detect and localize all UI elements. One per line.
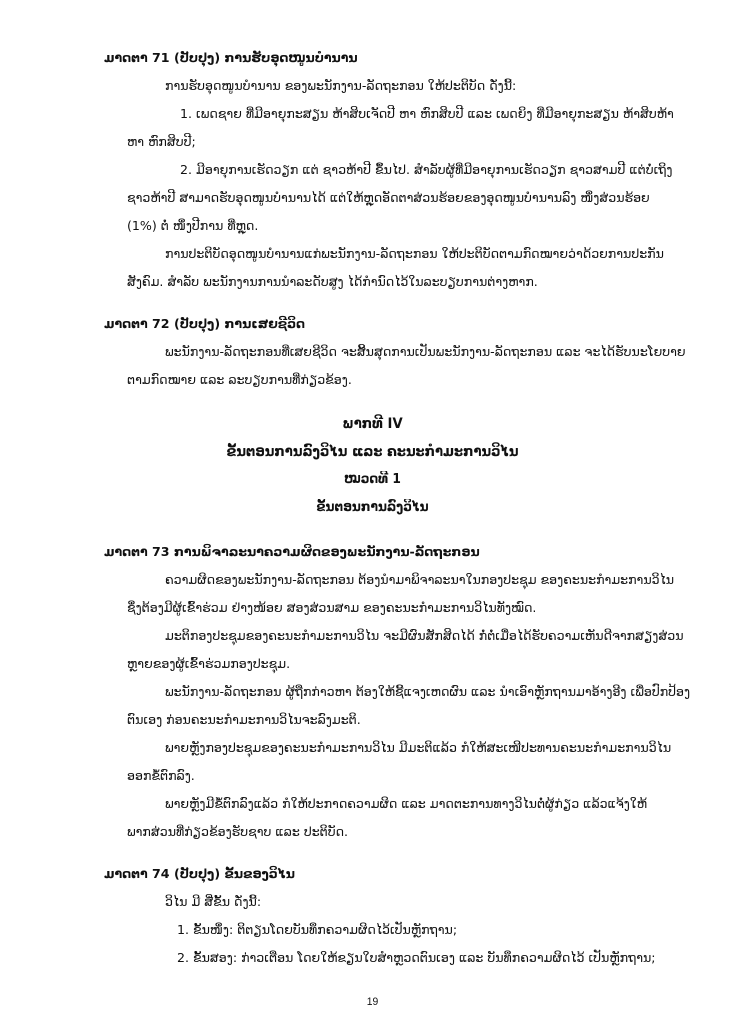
article-73-p1-line-1: ຄວາມຜິດຂອງພະນັກງານ-ລັດຖະກອນ ຕ້ອງນຳມາພິຈາລະນາໃນກອງປະຊຸມ ຂອງຄະນະກຳມະການວິໄນ: [165, 572, 675, 587]
article-74-item-2: 2. ຂັ້ນສອງ: ກ່າວເຕືອນ ໂດຍໃຫ້ຂຽນໃບສຳຫຼວດຕົນເອງ ແລະ ບັນທຶກຄວາມຜິດໄວ້ ເປັນຫຼັກຖານ;: [177, 950, 656, 965]
article-73-p2-line-1: ມະຕິກອງປະຊຸມຂອງຄະນະກຳມະການວິໄນ ຈະມີຜົນສັກສິດໄດ້ ກໍ່ຕໍ່ເມື່ອໄດ້ຮັບຄວາມເຫັນດີຈາກສຽງສ່ວນ: [165, 628, 684, 643]
article-73-heading: ມາດຕາ 73 ການພິຈາລະນາຄວາມຜິດຂອງພະນັກງານ-ລັດຖະກອນ: [104, 544, 480, 559]
article-73-p3-line-1: ພະນັກງານ-ລັດຖະກອນ ຜູ້ຖືກກ່າວຫາ ຕ້ອງໃຫ້ຊີ້ແຈງເຫດຜົນ ແລະ ນຳເອົາຫຼັກຖານມາອ້າງອີງ ເພື່ອປົກປ້ອງ: [165, 684, 691, 699]
article-73-p3-line-2: ຕົນເອງ ກ່ອນຄະນະກຳມະການວິໄນຈະລົງມະຕິ.: [127, 712, 361, 727]
article-71-intro: ການຮັບອຸດໜູນບຳນານ ຂອງພະນັກງານ-ລັດຖະກອນ ໃຫ້ປະຕິບັດ ດັ່ງນີ້:: [165, 78, 517, 93]
article-74-intro: ວິໄນ ມີ ສີ່ຂັ້ນ ດັ່ງນີ້:: [165, 894, 262, 909]
article-73-p4-line-2: ອອກຂໍ້ຕົກລົງ.: [127, 768, 195, 783]
article-71-item-1-line-2: ຫາ ຫົກສິບປີ;: [127, 134, 196, 149]
article-71-item-2-line-3: (1%) ຕໍ່ ໜຶ່ງປີການ ທີ່ຫຼຸດ.: [127, 218, 259, 233]
article-73-p4-line-1: ພາຍຫຼັງກອງປະຊຸມຂອງຄະນະກຳມະການວິໄນ ມີມະຕິແລ້ວ ກໍໃຫ້ສະເໜີປະທານຄະນະກຳມະການວິໄນ: [165, 740, 672, 755]
article-74-heading: ມາດຕາ 74 (ປັບປຸງ) ຂັ້ນຂອງວິໄນ: [104, 866, 295, 881]
article-72-line-1: ພະນັກງານ-ລັດຖະກອນທີ່ເສຍຊີວິດ ຈະສິ້ນສຸດການເປັນພະນັກງານ-ລັດຖະກອນ ແລະ ຈະໄດ້ຮັບນະໂຍບາຍ: [165, 344, 686, 359]
article-71-item-2-line-1: 2. ມີອາຍຸການເຮັດວຽກ ແຕ່ ຊາວຫ້າປີ ຂຶ້ນໄປ. ສຳລັບຜູ້ທີ່ມີອາຍຸການເຮັດວຽກ ຊາວສາມປີ ແຕ່ບໍ່ເຖິງ: [180, 162, 673, 177]
part-subtitle: ຂັ້ນຕອນການລົງວິໄນ ແລະ ຄະນະກຳມະການວິໄນ: [226, 444, 519, 460]
article-71-heading: ມາດຕາ 71 (ປັບປຸງ) ການຮັບອຸດໜູນບຳນານ: [104, 50, 358, 65]
article-73-p5-line-1: ພາຍຫຼັງມີຂໍ້ຕົກລົງແລ້ວ ກໍໃຫ້ປະກາດຄວາມຜິດ ແລະ ມາດຕະການທາງວິໄນຕໍ່ຜູ້ກ່ຽວ ແລ້ວແຈ້ງໃຫ້: [165, 796, 648, 811]
chapter-subtitle: ຂັ້ນຕອນການລົງວິໄນ: [316, 500, 429, 515]
article-74-item-1: 1. ຂັ້ນໜຶ່ງ: ຕິຕຽນໂດຍບັນທຶກຄວາມຜິດໄວ້ເປັນຫຼັກຖານ;: [177, 922, 458, 937]
article-72-heading: ມາດຕາ 72 (ປັບປຸງ) ການເສຍຊີວິດ: [104, 316, 306, 331]
article-72-line-2: ຕາມກົດໝາຍ ແລະ ລະບຽບການທີ່ກ່ຽວຂ້ອງ.: [127, 372, 352, 387]
article-73-p1-line-2: ຊຶ່ງຕ້ອງມີຜູ້ເຂົ້າຮ່ວມ ຢ່າງໜ້ອຍ ສອງສ່ວນສາມ ຂອງຄະນະກຳມະການວິໄນທັງໝົດ.: [127, 600, 537, 615]
article-73-p2-line-2: ຫຼາຍຂອງຜູ້ເຂົ້າຮ່ວມກອງປະຊຸມ.: [127, 656, 291, 671]
article-73-p5-line-2: ພາກສ່ວນທີ່ກ່ຽວຂ້ອງຮັບຊາບ ແລະ ປະຕິບັດ.: [127, 824, 349, 839]
article-71-paragraph-line-1: ການປະຕິບັດອຸດໜູນບຳນານແກ່ພະນັກງານ-ລັດຖະກອນ ໃຫ້ປະຕິບັດຕາມກົດໝາຍວ່າດ້ວຍການປະກັນ: [165, 246, 664, 261]
chapter-title: ໝວດທີ 1: [344, 472, 401, 487]
article-71-item-1-line-1: 1. ເພດຊາຍ ທີ່ມີອາຍຸກະສຽນ ຫ້າສິບເຈັດປີ ຫາ ຫົກສິບປີ ແລະ ເພດຍິງ ທີ່ມີອາຍຸກະສຽນ ຫ້າສິບຫ້າ: [180, 106, 674, 121]
article-71-item-2-line-2: ຊາວຫ້າປີ ສາມາດຮັບອຸດໜູນບຳນານໄດ້ ແຕ່ໃຫ້ຫຼຸດອັດຕາສ່ວນຮ້ອຍຂອງອຸດໜູນບຳນານລົງ ໜຶ່ງສ່ວນຮ້ອຍ: [127, 190, 650, 205]
article-71-paragraph-line-2: ສັງຄົມ. ສຳລັບ ພະນັກງານການນຳລະດັບສູງ ໄດ້ກຳນົດໄວ້ໃນລະບຽບການຕ່າງຫາກ.: [127, 274, 538, 289]
part-title: ພາກທີ IV: [342, 416, 403, 432]
page-number: 19: [366, 996, 379, 1008]
